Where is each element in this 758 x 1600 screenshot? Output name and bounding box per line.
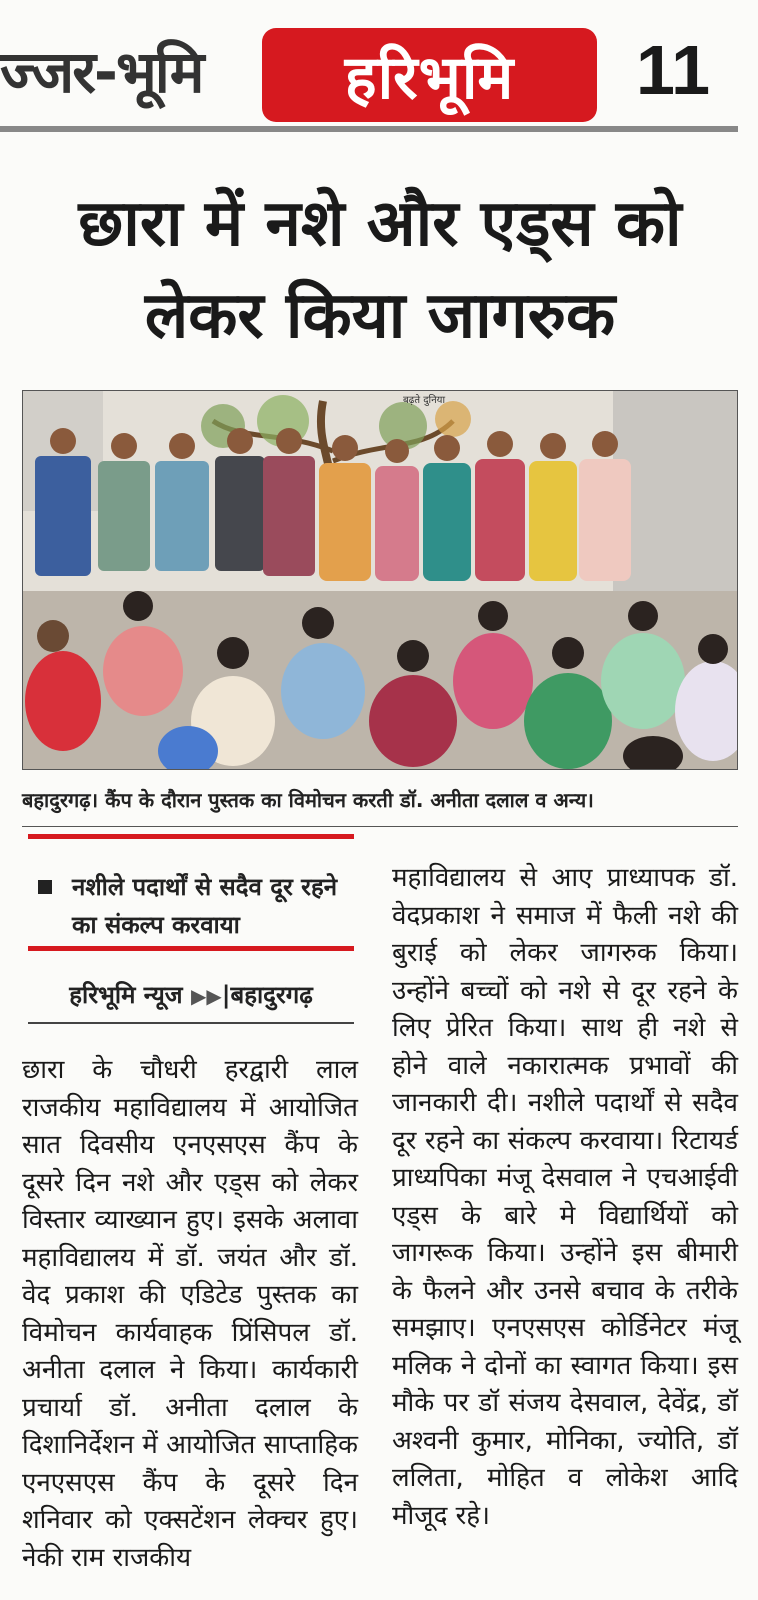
byline-rule — [28, 1022, 354, 1024]
body-column-left — [22, 1052, 358, 1577]
byline-source: हरिभूमि न्यूज — [69, 981, 183, 1009]
headline-line-1: छारा में नशे और एड्स को — [78, 187, 682, 261]
masthead-rule — [0, 126, 738, 132]
headline — [22, 178, 738, 362]
newspaper-logo: हरिभूमि — [262, 28, 597, 122]
body-column-right — [392, 860, 738, 1535]
highlight-box — [28, 868, 354, 944]
wall-text: बढ़ते दुनिया — [403, 395, 446, 406]
highlight-text: नशीले पदार्थों से सदैव दूर रहने का संकल्प करवाया — [72, 873, 338, 939]
bullet-square-icon — [38, 880, 52, 894]
group-photo-illustration — [23, 391, 737, 769]
body-text-left: छारा के चौधरी हरद्वारी लाल राजकीय महाविद्यालय में आयोजित सात दिवसीय एनएसएस कैंप के दूसरे दिन नशे और एड्स को लेकर विस्तार व्याख्यान हुए। इसके अलावा महाविद्यालय में डॉ. जयंत और डॉ. वेद प्रकाश की एडिटेड पुस्तक का विमोचन कार्यवाहक प्रिंसिपल डॉ. अनीता दलाल ने किया। कार्यकारी प्रचार्या डॉ. अनीता दलाल के दिशानिर्देशन में आयोजित साप्ताहिक एनएसएस कैंप के दूसरे दिन शनिवार को एक्सटेंशन लेक्चर हुए। नेकी राम राजकीय — [22, 1055, 358, 1573]
caption-rule — [22, 826, 738, 827]
page-number: 11 — [636, 31, 710, 109]
masthead — [0, 0, 758, 135]
byline-place: बहादुरगढ़ — [230, 981, 313, 1009]
highlight-bottom-rule — [28, 946, 354, 951]
news-photo — [22, 390, 738, 770]
photo-caption: बहादुरगढ़। कैंप के दौरान पुस्तक का विमोचन करती डॉ. अनीता दलाल व अन्य। — [22, 788, 594, 812]
body-text-right: महाविद्यालय से आए प्राध्यापक डॉ. वेदप्रकाश ने समाज में फैली नशे की बुराई को लेकर जागरुक किया। उन्होंने बच्चों को नशे से दूर रहने के लिए प्रेरित किया। साथ ही नशे से होने वाले नकारात्मक प्रभावों की जानकारी दी। नशीले पदार्थों से सदैव दूर रहने का संकल्प करवाया। रिटायर्ड प्राध्यपिका मंजू देसवाल ने एचआईवी एड्स के बारे मे विद्यार्थियों को जागरूक किया। उन्होंने इस बीमारी के फैलने और उनसे बचाव के तरीके समझाए। एनएसएस कोर्डिनेटर मंजू मलिक ने दोनों का स्वागत किया। इस मौके पर डॉ संजय देसवाल, देवेंद्र, डॉ अश्वनी कुमार, मोनिका, ज्योति, डॉ ललिता, मोहित व लोकेश आदि मौजूद रहे। — [392, 863, 738, 1531]
headline-line-2: लेकर किया जागरुक — [144, 279, 616, 353]
section-name: ज्जर-भूमि — [0, 38, 203, 106]
byline: हरिभूमि न्यूज ▶▶|बहादुरगढ़ — [69, 981, 313, 1009]
double-arrow-icon: ▶▶ — [190, 984, 222, 1008]
highlight-top-rule — [28, 834, 354, 839]
